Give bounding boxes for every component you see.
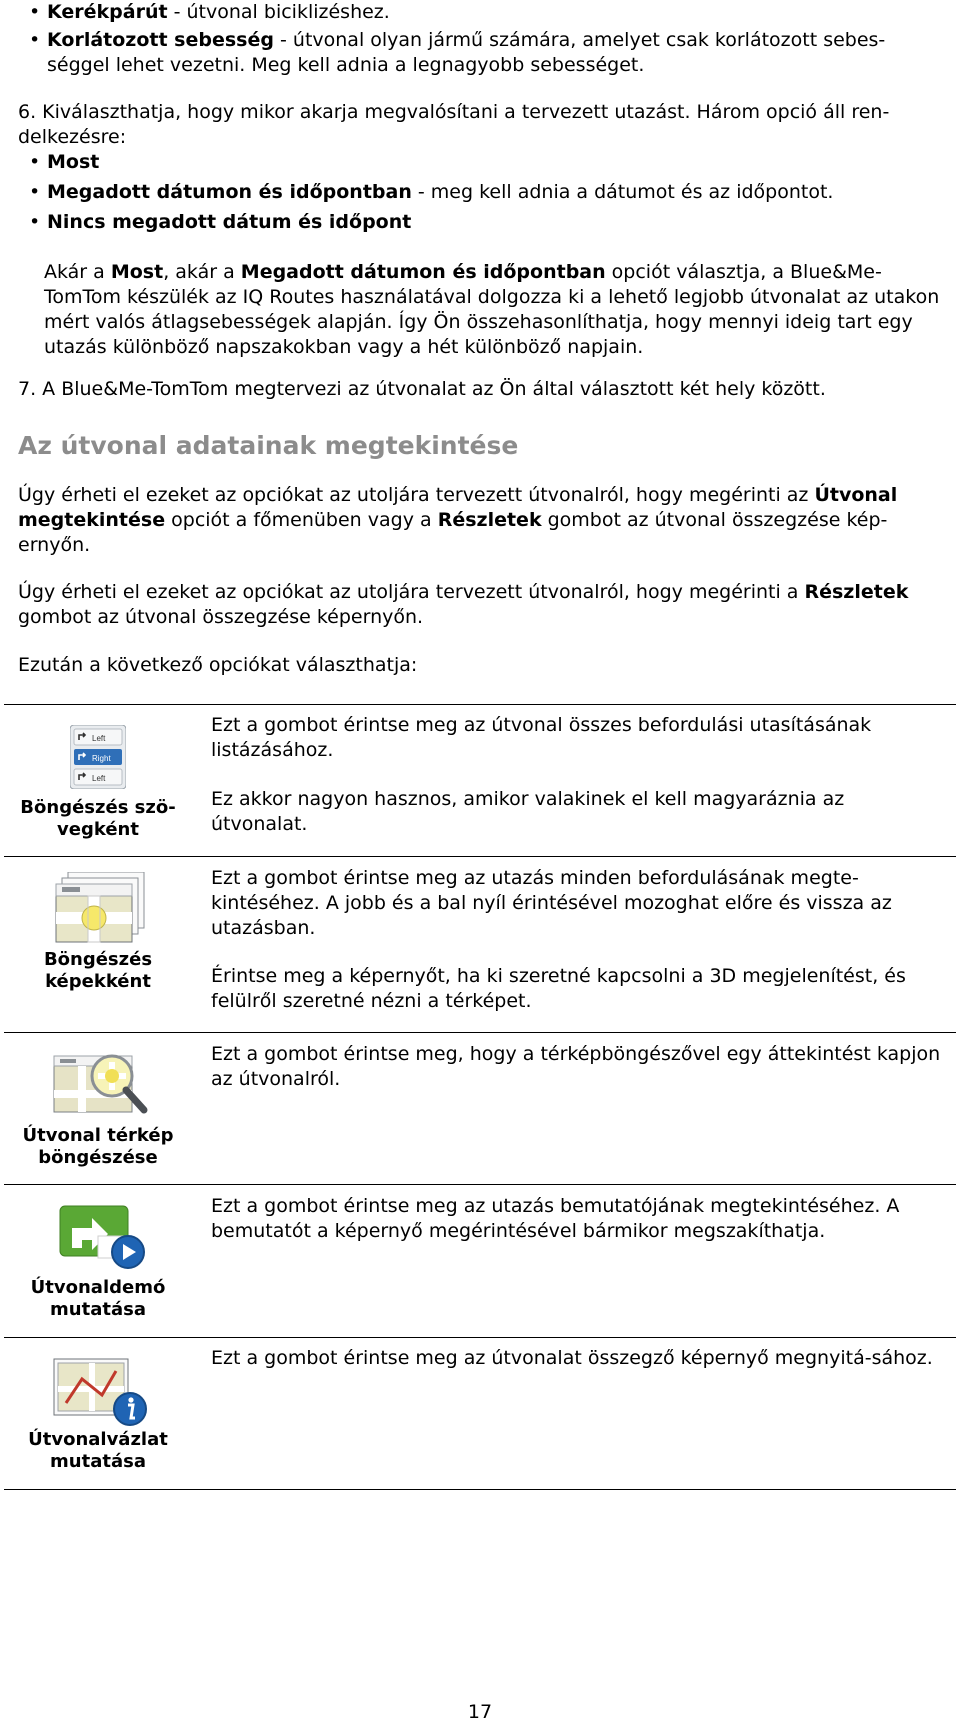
options-intro: Ezután a következő opciókat választhatja: <box>18 654 418 676</box>
svg-text:Left: Left <box>92 734 106 743</box>
text-list-icon[interactable] <box>70 725 126 789</box>
svg-text:Left: Left <box>92 774 106 783</box>
option-label-browse-text: Böngészés szö-vegként <box>20 797 176 840</box>
option-desc-browse-images-2: Érintse meg a képernyőt, ha ki szeretné kapcsolni a 3D megjelenítést, és felülről szeretné nézni a térképet. <box>211 965 906 1012</box>
table-divider <box>4 704 956 705</box>
map-magnifier-icon[interactable] <box>52 1048 152 1118</box>
option-label-route-demo: Útvonaldemó mutatása <box>30 1277 166 1320</box>
option-desc-browse-map-1: Ezt a gombot érintse meg, hogy a térképböngészővel egy áttekintést kapjon az útvonalról. <box>211 1043 941 1090</box>
option-no-date: • Nincs megadott dátum és időpont <box>47 210 927 235</box>
table-divider <box>4 1489 956 1490</box>
svg-text:Right: Right <box>92 754 111 763</box>
bullet-bicycle-route: • Kerékpárút - útvonal biciklizéshez. <box>47 0 927 25</box>
bullet-limited-speed: • Korlátozott sebesség - útvonal olyan jármű számára, amelyet csak korlátozott sebes-séggel lehet vezetni. Meg kell adnia a legnagyobb sebességet. <box>47 28 947 78</box>
option-desc-browse-images-1: Ezt a gombot érintse meg az utazás minden befordulásának megte-kintéséhez. A jobb és a bal nyíl érintésével mozoghat előre és vissza az utazásban. <box>211 867 892 939</box>
table-divider <box>4 856 956 857</box>
option-date-time: • Megadott dátumon és időpontban - meg kell adnia a dátumot és az időpontot. <box>47 180 927 205</box>
option-desc-route-summary-1: Ezt a gombot érintse meg az útvonalat összegző képernyő megnyitá-sához. <box>211 1347 933 1369</box>
option-desc-browse-text-2: Ez akkor nagyon hasznos, amikor valakinek el kell magyaráznia az útvonalat. <box>211 788 845 835</box>
option-now: • Most <box>47 150 927 175</box>
access-paragraph-2: Úgy érheti el ezeket az opciókat az utoljára tervezett útvonalról, hogy megérinti a Részletek gombot az útvonal összegzése képernyőn. <box>18 581 909 628</box>
access-paragraph-1: Úgy érheti el ezeket az opciókat az utoljára tervezett útvonalról, hogy megérinti az Útvonal megtekintése opciót a főmenüben vagy a Részletek gombot az útvonal összegzése kép-ernyőn. <box>18 484 898 556</box>
iq-routes-paragraph: Akár a Most, akár a Megadott dátumon és időpontban opciót választja, a Blue&Me-TomTom készülék az IQ Routes használatával dolgozza ki a lehető legjobb útvonalat az utakon mért valós átlagsebességek alapján. Így Ön összehasonlíthatja, hogy mennyi ideig tart egy utazás különböző napszakokban vagy a hét különböző napjain. <box>44 261 940 358</box>
table-divider <box>4 1184 956 1185</box>
step-6: 6. Kiválaszthatja, hogy mikor akarja megvalósítani a tervezett utazást. Három opció áll ren-delkezésre: <box>18 101 890 148</box>
image-stack-icon[interactable] <box>52 872 148 946</box>
section-heading: Az útvonal adatainak megtekintése <box>18 431 519 460</box>
route-demo-icon[interactable] <box>58 1202 148 1272</box>
option-label-browse-images: Böngészés képekként <box>43 949 153 992</box>
page-number: 17 <box>467 1701 493 1723</box>
table-divider <box>4 1337 956 1338</box>
route-summary-info-icon[interactable] <box>52 1355 150 1427</box>
option-desc-browse-text-1: Ezt a gombot érintse meg az útvonal összes befordulási utasításának listázásához. <box>211 714 872 761</box>
option-label-route-summary: Útvonalvázlat mutatása <box>28 1429 168 1472</box>
option-desc-route-demo-1: Ezt a gombot érintse meg az utazás bemutatójának megtekintéséhez. A bemutatót a képernyő megérintésével bármikor megszakíthatja. <box>211 1195 900 1242</box>
table-divider <box>4 1032 956 1033</box>
step-7: 7. A Blue&Me-TomTom megtervezi az útvonalat az Ön által választott két hely között. <box>18 378 826 400</box>
option-label-browse-map: Útvonal térkép böngészése <box>22 1125 174 1168</box>
